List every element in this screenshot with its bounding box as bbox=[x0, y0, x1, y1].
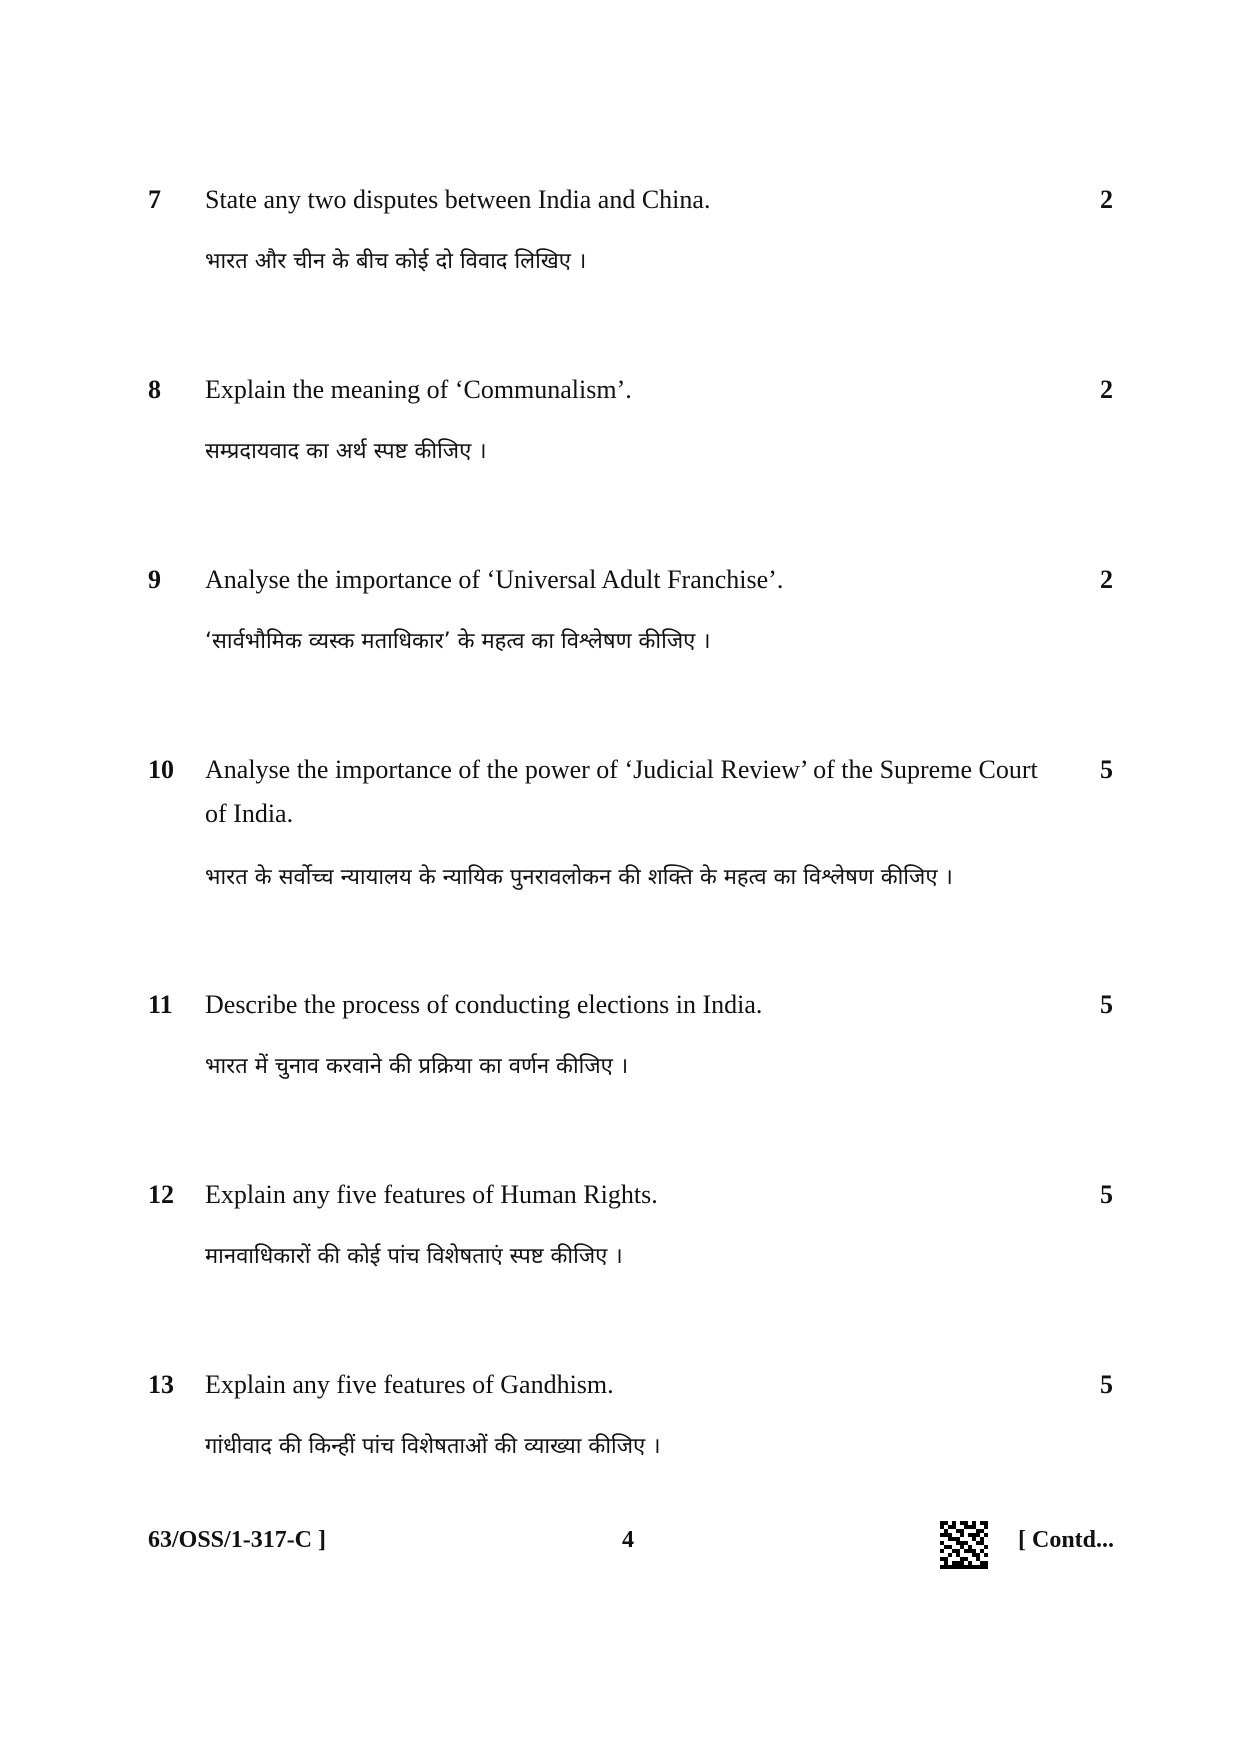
question-text: Explain the meaning of ‘Communalism’. bbox=[205, 375, 632, 404]
question-text: State any two disputes between India and China. bbox=[205, 185, 711, 214]
question-marks: 2 bbox=[1100, 185, 1113, 214]
question-number: 12 bbox=[148, 1180, 174, 1209]
question-text-hindi: भारत के सर्वोच्च न्यायालय के न्यायिक पुनरावलोकन की शक्ति के महत्व का विश्लेषण कीजिए । bbox=[205, 865, 953, 890]
question-text-hindi: भारत और चीन के बीच कोई दो विवाद लिखिए । bbox=[205, 249, 587, 274]
question-text-hindi: सम्प्रदायवाद का अर्थ स्पष्ट कीजिए । bbox=[205, 439, 487, 464]
question-marks: 5 bbox=[1100, 1370, 1113, 1399]
question-text: Explain any five features of Human Rights. bbox=[205, 1180, 658, 1209]
paper-code: 63/OSS/1-317-C ] bbox=[148, 1527, 327, 1553]
question-marks: 5 bbox=[1100, 755, 1113, 784]
continued-label: [ Contd... bbox=[1018, 1527, 1115, 1553]
question-text: Analyse the importance of ‘Universal Adult Franchise’. bbox=[205, 565, 784, 594]
question-text-hindi: मानवाधिकारों की कोई पांच विशेषताएं स्पष्ट कीजिए । bbox=[205, 1244, 623, 1269]
question-number: 7 bbox=[148, 185, 161, 214]
question-number: 9 bbox=[148, 565, 161, 594]
page-number: 4 bbox=[622, 1527, 634, 1553]
qr-code-icon bbox=[940, 1521, 988, 1569]
question-marks: 5 bbox=[1100, 1180, 1113, 1209]
question-marks: 5 bbox=[1100, 990, 1113, 1019]
question-marks: 2 bbox=[1100, 375, 1113, 404]
question-number: 8 bbox=[148, 375, 161, 404]
question-text: Analyse the importance of the power of ‘Judicial Review’ of the Supreme Court of India. bbox=[205, 755, 1038, 828]
question-text-hindi: भारत में चुनाव करवाने की प्रक्रिया का वर्णन कीजिए । bbox=[205, 1054, 629, 1079]
page-footer bbox=[0, 1525, 1240, 1565]
question-number: 11 bbox=[148, 990, 173, 1019]
question-text-hindi: गांधीवाद की किन्हीं पांच विशेषताओं की व्याख्या कीजिए । bbox=[205, 1434, 661, 1459]
question-marks: 2 bbox=[1100, 565, 1113, 594]
question-number: 13 bbox=[148, 1370, 174, 1399]
question-text-hindi: ‘सार्वभौमिक व्यस्क मताधिकार’ के महत्व का विश्लेषण कीजिए । bbox=[205, 629, 711, 654]
question-text: Explain any five features of Gandhism. bbox=[205, 1370, 614, 1399]
question-number: 10 bbox=[148, 755, 174, 784]
question-text: Describe the process of conducting elections in India. bbox=[205, 990, 763, 1019]
